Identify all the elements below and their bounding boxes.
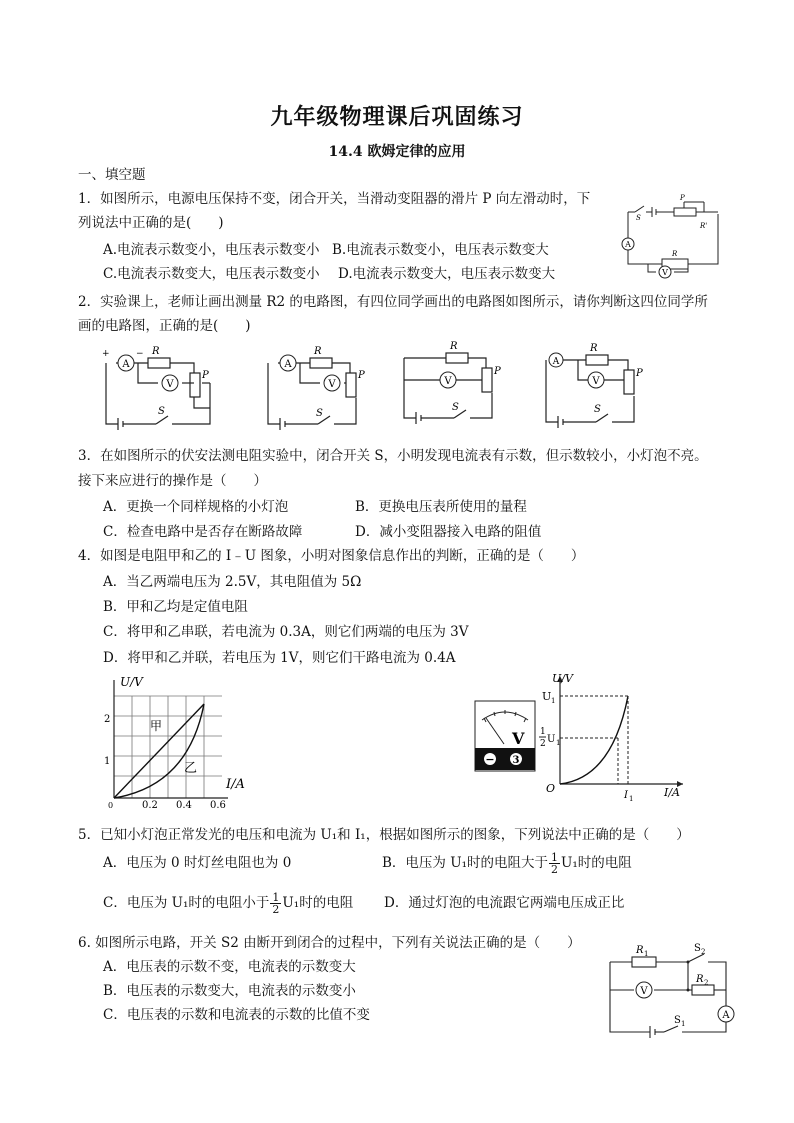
q5-option-c-fraction	[270, 892, 281, 915]
q3-stem-line1: 3．在如图所示的伏安法测电阻实验中，闭合开关 S，小明发现电流表有示数，但示数较小，小灯泡不亮。	[78, 448, 708, 464]
q2c-voltmeter-label: V	[444, 376, 452, 387]
q6-s1-sub: 1	[681, 1020, 686, 1028]
q4-graph-xtick-04: 0.4	[176, 800, 192, 811]
frac-denominator: 2	[551, 863, 559, 876]
q3-option-d: D．减小变阻器接入电路的阻值	[355, 524, 542, 540]
q2-circuit-c	[404, 341, 501, 424]
q6-option-b: B．电压表的示数变大，电流表的示数变小	[103, 983, 356, 999]
q5-option-c	[103, 886, 353, 920]
q5-graph-i1: I	[624, 790, 628, 801]
q4-option-c: C．将甲和乙串联，若电流为 0.3A，则它们两端的电压为 3V	[103, 624, 469, 640]
q5-option-a: A．电压为 0 时灯丝电阻也为 0	[103, 855, 292, 871]
q1-option-c: C.电流表示数变大，电压表示数变小	[103, 266, 320, 282]
q2c-s-label: S	[452, 402, 459, 413]
q2d-s-label: S	[594, 404, 601, 415]
q6-r2-sub: 2	[704, 979, 709, 987]
q1-switch-label: S	[636, 214, 641, 222]
q5-option-b-fraction	[549, 852, 560, 875]
q2c-r2-label: R	[450, 341, 458, 352]
voltmeter-3-terminal: 3	[512, 755, 520, 766]
q4-option-b: B．甲和乙均是定值电阻	[103, 599, 248, 615]
q6-r2-label: R	[696, 974, 704, 985]
q6-stem: 6. 如图所示电路，开关 S2 由断开到闭合的过程中，下列有关说法正确的是（ ）	[78, 935, 581, 951]
q1-resistor-label: R	[672, 250, 678, 258]
q5-option-c-post: U₁时的电阻	[282, 895, 354, 911]
q1-voltmeter-label: V	[662, 268, 668, 277]
q1-option-a: A.电流表示数变小，电压表示数变小	[103, 242, 320, 258]
q4-iu-graph	[98, 676, 258, 814]
q4-graph-yi-label: 乙	[184, 761, 198, 776]
frac-numerator: 1	[272, 891, 280, 904]
q4-graph-origin: 0	[108, 801, 114, 810]
q2d-r2-label: R	[590, 343, 598, 354]
q2a-ammeter-label: A	[122, 359, 130, 370]
q2a-s-label: S	[158, 406, 165, 417]
q6-r1-label: R	[636, 945, 644, 956]
q5-graph-ylabel: U/V	[552, 672, 573, 685]
q2a-minus: −	[136, 349, 144, 359]
q1-rheostat-label: R'	[700, 222, 708, 230]
q1-circuit-figure	[608, 188, 732, 284]
q2-stem-line2: 画的电路图，正确的是( )	[78, 318, 251, 334]
q2c-p-label: P	[494, 366, 501, 377]
q2d-ammeter-label: A	[552, 357, 560, 367]
q5-graph-u1-sub: 1	[551, 697, 556, 705]
q6-voltmeter-label: V	[640, 986, 648, 997]
q2-circuit-b	[268, 346, 365, 430]
q6-s2-sub: 2	[701, 948, 706, 956]
q5-graph-origin: O	[546, 782, 556, 795]
frac-numerator: 1	[551, 851, 559, 864]
q2d-voltmeter-label: V	[592, 376, 600, 387]
q3-option-c: C．检查电路中是否存在断路故障	[103, 524, 303, 540]
q6-circuit-figure	[600, 940, 746, 1044]
q4-option-a: A．当乙两端电压为 2.5V，其电阻值为 5Ω	[103, 574, 362, 590]
q5-option-b-pre: B．电压为 U₁时的电阻大于	[382, 855, 549, 871]
q4-graph-ylabel: U/V	[120, 676, 143, 689]
q2a-plus: +	[102, 349, 110, 359]
q2b-voltmeter-label: V	[328, 379, 336, 390]
q2-stem-line1: 2．实验课上，老师让画出测量 R2 的电路图，有四位同学画出的电路图如图所示，请你判断这四位同学所	[78, 294, 708, 310]
q2a-r2-label: R	[152, 346, 160, 357]
q2b-p-label: P	[358, 370, 365, 381]
q3-option-b: B．更换电压表所使用的量程	[355, 499, 527, 515]
q4-graph-xtick-06: 0.6	[210, 800, 226, 811]
q5-stem: 5．已知小灯泡正常发光的电压和电流为 U₁和 I₁，根据如图所示的图象，下列说法中正确的是（ ）	[78, 827, 690, 843]
q5-option-d: D．通过灯泡的电流跟它两端电压成正比	[384, 895, 625, 911]
q2-circuit-figures	[98, 338, 658, 430]
q5-graph-u1: U	[542, 690, 552, 703]
q4-graph-ytick-1: 1	[104, 756, 111, 767]
q2a-p-label: P	[202, 370, 209, 381]
q5-graph-halfu1: U	[547, 734, 556, 745]
q5-graph-halfu1-sub: 1	[556, 739, 561, 747]
q2b-r2-label: R	[314, 346, 322, 357]
q5-graph-half-den: 2	[540, 739, 546, 749]
voltmeter-dial-image	[474, 700, 536, 776]
q5-option-c-pre: C．电压为 U₁时的电阻小于	[103, 895, 270, 911]
q6-option-c: C．电压表的示数和电流表的示数的比值不变	[103, 1007, 370, 1023]
q5-lamp-ui-graph	[538, 668, 688, 804]
q3-option-a: A．更换一个同样规格的小灯泡	[103, 499, 289, 515]
voltmeter-minus-terminal: −	[485, 753, 495, 766]
q5-graph-half-num: 1	[540, 727, 546, 737]
q1-ammeter-label: A	[625, 240, 631, 249]
q4-graph-ytick-2: 2	[104, 714, 111, 725]
frac-denominator: 2	[272, 903, 280, 916]
q1-stem-line1: 1．如图所示，电源电压保持不变，闭合开关，当滑动变阻器的滑片 P 向左滑动时，下	[78, 191, 591, 207]
q1-stem-line2: 列说法中正确的是( )	[78, 215, 224, 231]
q4-graph-xlabel: I/A	[226, 777, 245, 792]
q4-graph-jia-label: 甲	[150, 719, 163, 733]
q4-stem: 4．如图是电阻甲和乙的 I﹣U 图象，小明对图象信息作出的判断，正确的是（ ）	[78, 548, 585, 564]
q6-s2-label: S	[694, 943, 701, 954]
q6-r1-sub: 1	[644, 950, 649, 958]
q5-option-b-post: U₁时的电阻	[561, 855, 632, 871]
voltmeter-v-label: V	[512, 729, 525, 748]
q2d-p-label: P	[636, 368, 643, 379]
q6-option-a: A．电压表的示数不变，电流表的示数变大	[103, 959, 356, 975]
q5-option-b	[382, 846, 632, 880]
q1-slider-label: P	[680, 194, 685, 202]
q5-graph-xlabel: I/A	[664, 786, 680, 799]
q5-graph-i1-sub: 1	[629, 795, 634, 803]
q3-stem-line2: 接下来应进行的操作是（ ）	[78, 473, 267, 489]
page-subtitle: 14.4 欧姆定律的应用	[328, 144, 466, 160]
q2b-s-label: S	[316, 408, 323, 419]
q1-option-b: B.电流表示数变小，电压表示数变大	[332, 242, 549, 258]
q2b-ammeter-label: A	[284, 359, 292, 370]
section-heading: 一、填空题	[78, 167, 146, 183]
q6-ammeter-label: A	[722, 1010, 730, 1021]
page-title: 九年级物理课后巩固练习	[270, 104, 524, 130]
q6-s1-label: S	[674, 1015, 681, 1026]
q1-option-d: D.电流表示数变大，电压表示数变大	[338, 266, 556, 282]
q2-circuit-a	[102, 346, 210, 430]
q4-graph-xtick-02: 0.2	[142, 800, 158, 811]
q2a-voltmeter-label: V	[166, 379, 174, 390]
q2-circuit-d	[546, 343, 643, 428]
q4-option-d: D．将甲和乙并联，若电压为 1V，则它们干路电流为 0.4A	[103, 650, 456, 666]
